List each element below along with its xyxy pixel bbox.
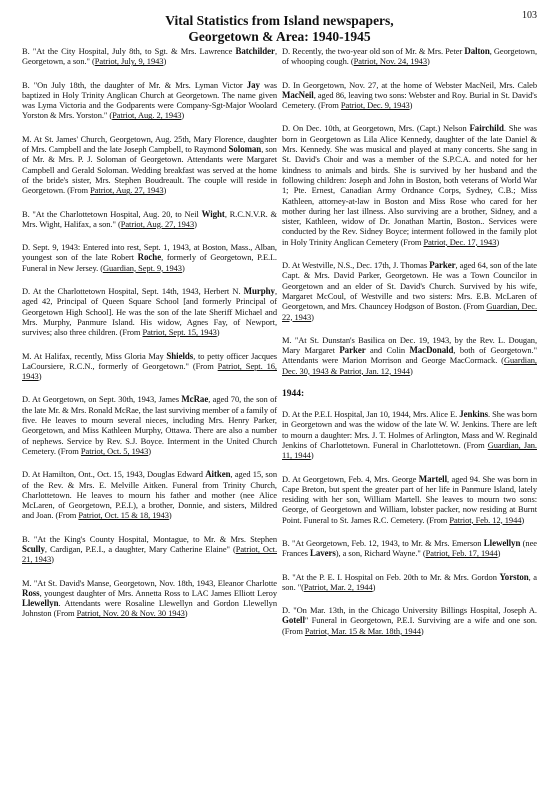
source-citation: Patriot, Oct. 21, 1943 xyxy=(22,543,278,565)
entry-text: ) xyxy=(409,365,413,376)
record-entry xyxy=(282,474,537,525)
entry-text: , aged 64, son of the late Capt. & Mrs. David Parker, Georgetown. He was a Town Councilor in Georgetown and an elder of St. David's Church. Survived by his wife, Margaret McCoul, of Westville and two sisters: Mrs. E.B. McLaren of Georgetown, and Mrs. Chauncey Hodgson of Boston. (From xyxy=(282,260,537,312)
entry-text: ) xyxy=(427,56,430,67)
surname: Parker xyxy=(429,260,456,271)
record-entry xyxy=(22,46,277,67)
source-citation: Patriot, Nov. 20 & Nov. 30 1943 xyxy=(76,608,185,619)
entry-text: ) xyxy=(496,236,500,247)
entry-text: D. "On Mar. 13th, in the Chicago University Billings Hospital, Joseph A. xyxy=(282,605,537,616)
surname: Jenkins xyxy=(459,409,489,420)
entry-text: M. "At St. Dunstan's Basilica on Dec. 19, 1943, by the Rev. L. Dougan, Mary Margaret xyxy=(282,334,537,356)
surname: Aitken xyxy=(205,469,231,480)
record-entry xyxy=(282,80,537,111)
entry-text: D. At Hamilton, Ont., Oct. 15, 1943, Douglas Edward xyxy=(22,469,206,480)
entry-text: D. At the P.E.I. Hospital, Jan 10, 1944, Mrs. Alice E. xyxy=(282,409,460,420)
surname: Dalton xyxy=(464,46,490,56)
entry-text: ) xyxy=(372,581,376,592)
entry-text: , aged 70, the son of the late Mr. & Mrs. Ronald McRae, the last surviving member of a family of five. He leaves to mourn several nieces, including Mrs. Henry Parker, Georgetown, and Miss Kathleen Murphy, Ottawa. There are also a number of nephews. Service by Rev. S.J. Boyce. Interment in the United Church Cemetery. (From xyxy=(22,394,277,456)
entry-text: ) xyxy=(310,450,314,461)
source-citation: Guardian, Sept. 9, 1943 xyxy=(102,262,182,273)
record-entry xyxy=(282,538,537,559)
entry-text: , aged 86, leaving two sons: Webster and Roy. Burial in St. David's Cemetery. (From xyxy=(282,89,537,111)
entry-text: D. In Georgetown, Nov. 27, at the home of Webster MacNeil, Mrs. Caleb xyxy=(282,79,537,90)
record-entry xyxy=(282,572,537,593)
entry-text: ) xyxy=(521,514,525,525)
entry-text: ) xyxy=(38,371,42,382)
surname: Lavers xyxy=(309,548,336,559)
entry-text: , Georgetown, a son." ( xyxy=(22,46,277,67)
entry-text: D. At Georgetown, on Sept. 30th, 1943, James xyxy=(22,394,182,405)
surname: Fairchild xyxy=(469,123,504,134)
source-citation: Patriot, Aug. 27, 1943 xyxy=(120,218,195,229)
source-citation: Patriot, Feb. 12, 1944 xyxy=(449,514,522,525)
entry-text: ) xyxy=(216,327,220,338)
surname: Scully xyxy=(22,543,45,554)
record-entry xyxy=(282,260,537,322)
entry-text: , R.C.N.V.R. & Mrs. Wight, Halifax, a son." ( xyxy=(22,208,277,229)
page-title xyxy=(0,13,559,45)
surname: MacNeil xyxy=(282,89,314,100)
record-entry xyxy=(282,46,537,67)
source-citation: Patriot, Oct. 15 & 18, 1943 xyxy=(78,510,169,521)
source-citation: Guardian, Dec. 30, 1943 & Patriot, Jan. 12, 1944 xyxy=(282,355,537,376)
surname: Llewellyn xyxy=(483,537,521,548)
surname: Batchilder xyxy=(235,46,275,56)
entry-text: D. On Dec. 10th, at Georgetown, Mrs. (Capt.) Nelson xyxy=(282,123,470,134)
entry-text: B. "At the King's County Hospital, Montague, to Mr. & Mrs. Stephen xyxy=(22,533,277,544)
entry-text: " Funeral in Georgetown, P.E.I. Surviving are a wife and one son. (From xyxy=(282,615,537,636)
surname: McRae xyxy=(181,394,209,405)
entry-text: B. "At the P. E. I. Hospital on Feb. 20th to Mr. & Mrs. Gordon xyxy=(282,571,500,582)
surname: Wight xyxy=(201,208,225,219)
entry-text: ) xyxy=(168,510,172,521)
entry-text: ) xyxy=(194,218,197,229)
surname: Murphy xyxy=(243,286,275,297)
right-column xyxy=(282,46,537,649)
entry-text: was baptized in Holy Trinity Anglican Church at Georgetown. The name given was Lyma Victoria and the Godparents were Company-Sgt-Major Woolard Yorston & Mrs. Yorston." ( xyxy=(22,79,277,121)
source-citation: Patriot, Sept. 15, 1943 xyxy=(142,327,217,338)
entry-text: D. At the Charlottetown Hospital, Sept. 14th, 1943, Herbert N. xyxy=(22,286,244,297)
source-citation: Patriot, Dec. 9, 1943 xyxy=(340,100,410,111)
entry-text: M. "At St. David's Manse, Georgetown, Nov. 18th, 1943, Eleanor Charlotte xyxy=(22,577,277,588)
record-entry xyxy=(22,534,277,565)
entry-text: . She was born in Georgetown as Lila Alice Kennedy, daughter of the late Daniel & Mrs. Kennedy. She was musical and played at many concerts. She sang in St. David's Choir and was a member of the S.P.C.A. and noted for her kindness to animals and birds. She is survived by her husband and the following children: Joseph and John in Boston, both veterans of World War 1; Pte. Ernest, Canadian Army Ordnance Corps, Sydney, C.B.; Miss Kathleen, attorney-at-law in Boston and Miss Rose who cared for her mother during her last illness. Also surviving are a brother, Sidney, and a sister, Kathleen, widow of Dr. Jonathan Martin, Boston.. Services were conducted by the Rev. Sidney Boyce; interment followed in the family plot in Holy Trinity Anglican Cemetery (From xyxy=(282,123,537,247)
source-citation: Guardian, Dec. 22, 1943 xyxy=(282,301,538,322)
entry-text: , formerly of Georgetown, P.E.I.. Funeral in New Jersey. ( xyxy=(22,252,277,273)
source-citation: Guardian, Jan. 11, 1944 xyxy=(282,439,537,461)
surname: Parker xyxy=(339,345,366,356)
entry-text: , both of Georgetown." Attendants were Marion Morrison and George MacCormack. ( xyxy=(282,345,537,366)
source-citation: Patriot, Dec. 17, 1943 xyxy=(423,236,497,247)
entry-text: D. At Westville, N.S., Dec. 17th, J. Thomas xyxy=(282,260,430,271)
title-line-1: Vital Statistics from Island newspapers, xyxy=(165,13,394,28)
record-entry xyxy=(22,578,277,619)
entry-text: ) xyxy=(181,110,185,121)
entry-text: , son of Mr. & Mrs. P. J. Soloman of Georgetown. Attendants were Margaret Campbell and Gerald Soloman. Wedding breakfast was served at the home of the bride's sister, Mrs. Stephen Boudreault. The couple will reside in Georgetown. (From xyxy=(22,144,277,196)
entry-text: ) xyxy=(181,262,185,273)
entry-text: , Georgetown, of whooping cough. ( xyxy=(282,46,537,67)
entry-text: ) xyxy=(163,185,167,196)
entry-text: D. At Georgetown, Feb. 4, Mrs. George xyxy=(282,473,419,484)
entry-text: M. At Halifax, recently, Miss Gloria May xyxy=(22,350,167,361)
page-number: 103 xyxy=(522,10,537,21)
surname: MacDonald xyxy=(409,345,454,356)
record-entry xyxy=(282,123,537,247)
entry-text: , aged 94. She was born in Cape Breton, but spent the greater part of her life in Panmure Island, lately residing with her son, William Martell. She leaves to mourn two sons: George, of Georgetown and William, lobster packer, now residing at Burnt Point. Funeral to St. James R.C. Cemetery. (From xyxy=(282,473,537,525)
entry-text: M. At St. James' Church, Georgetown, Aug. 25th, Mary Florence, daughter of Mrs. Campbell and the late Joseph Campbell, to Raymond xyxy=(22,133,277,155)
source-citation: Patriot, Mar. 15 & Mar. 18th, 1944 xyxy=(304,625,421,636)
entry-text: , aged 42, Principal of Queen Square School [and formerly Principal of Georgetown High School]. He was the son of the late Sheriff Michael and Mrs. Murphy, Panmure Island. His widow, Agnes Fay, of Newport, survives; also three children. (From xyxy=(22,286,277,338)
source-citation: Patriot, Feb. 17, 1944 xyxy=(425,548,498,559)
entry-text: . Attendants were Rosaline Llewellyn and Gordon Llewellyn Johnston (From xyxy=(22,598,277,619)
record-entry xyxy=(22,469,277,520)
entry-text: . She was born in Georgetown and was the widow of the late W. W. Jenkins. There are left to mourn a daughter: Mrs. J. T. Holmes of Arlington, Mass and W. Reginald Jenkins of Charlottetown. Funeral in Charlottetown. (From xyxy=(282,409,537,450)
entry-text: ) xyxy=(409,100,413,111)
entry-text: , to petty officer Jacques LaCoursiere, R.C.N., formerly of Georgetown." (From xyxy=(22,350,278,371)
surname: Llewellyn xyxy=(22,598,59,609)
entry-text: D. Recently, the two-year old son of Mr. & Mrs. Peter xyxy=(282,46,465,56)
entry-text: ), a son, Richard Wayne." ( xyxy=(335,548,426,559)
surname: Soloman xyxy=(228,144,262,155)
surname: Yorston xyxy=(499,571,529,582)
entry-text: , Cardigan, P.E.I., a daughter, Mary Catherine Elaine" ( xyxy=(44,543,236,554)
entry-text: ) xyxy=(51,554,54,565)
source-citation: Patriot, Mar. 2, 1944 xyxy=(303,581,373,592)
source-citation: Patriot, Aug. 2, 1943 xyxy=(112,110,182,121)
surname: Roche xyxy=(137,252,162,263)
entry-text: ) xyxy=(420,625,424,636)
entry-text: B. "At the City Hospital, July 8th, to Sgt. & Mrs. Lawrence xyxy=(22,46,236,56)
surname: Gotell xyxy=(282,615,305,626)
record-entry xyxy=(22,209,277,230)
entry-text: , youngest daughter of Mrs. Annetta Ross to LAC James Elliott Leroy xyxy=(39,587,277,598)
record-entry xyxy=(22,80,277,121)
surname: Ross xyxy=(22,587,40,598)
record-entry xyxy=(282,605,537,636)
entry-text: (nee Frances xyxy=(282,537,537,559)
entry-text: ) xyxy=(163,56,167,67)
record-entry xyxy=(22,286,277,337)
year-heading: 1944: xyxy=(282,389,305,400)
source-citation: Patriot, Oct. 5, 1943 xyxy=(80,445,149,456)
record-entry xyxy=(22,242,277,273)
surname: Martell xyxy=(418,473,448,484)
left-column xyxy=(22,46,277,632)
entry-text: B. "On July 18th, the daughter of Mr. & Mrs. Lyman Victor xyxy=(22,79,247,90)
source-citation: Patriot, July, 9, 1943 xyxy=(94,56,164,67)
record-entry xyxy=(22,394,277,456)
entry-text: D. Sept. 9, 1943: Entered into rest, Sept. 1, 1943, at Boston, Mass., Alban, youngest son of the late Robert xyxy=(22,242,277,263)
entry-text: B. "At the Charlottetown Hospital, Aug. 20, to Neil xyxy=(22,208,202,219)
entry-text: ) xyxy=(497,548,501,559)
record-entry xyxy=(22,351,277,382)
record-entry xyxy=(22,134,277,196)
entry-text: B. "At Georgetown, Feb. 12, 1943, to Mr. & Mrs. Emerson xyxy=(282,537,484,548)
entry-text: , a son. "( xyxy=(282,571,537,592)
surname: Shields xyxy=(166,350,194,361)
entry-text: , aged 15, son of the Rev. & Mrs. E. Melville Aitken. Funeral from Trinity Church, Charlottetown. He leaves to mourn his father and mother (nee Alice McLaren, of Georgetown, P.E.I.), a brother, Donnie, and sisters, Mildred and Joan. (From xyxy=(22,469,277,521)
record-entry xyxy=(282,409,537,460)
entry-text: and Colin xyxy=(365,345,410,356)
record-entry xyxy=(282,335,537,376)
source-citation: Patriot, Aug. 27, 1943 xyxy=(90,185,164,196)
entry-text: ) xyxy=(148,445,152,456)
source-citation: Patriot, Sept. 16, 1943 xyxy=(22,360,277,382)
title-line-2: Georgetown & Area: 1940-1945 xyxy=(188,29,371,44)
entry-text: ) xyxy=(311,311,314,322)
source-citation: Patriot, Nov. 24, 1943 xyxy=(353,56,428,67)
surname: Jay xyxy=(246,79,260,90)
entry-text: ) xyxy=(184,608,188,619)
